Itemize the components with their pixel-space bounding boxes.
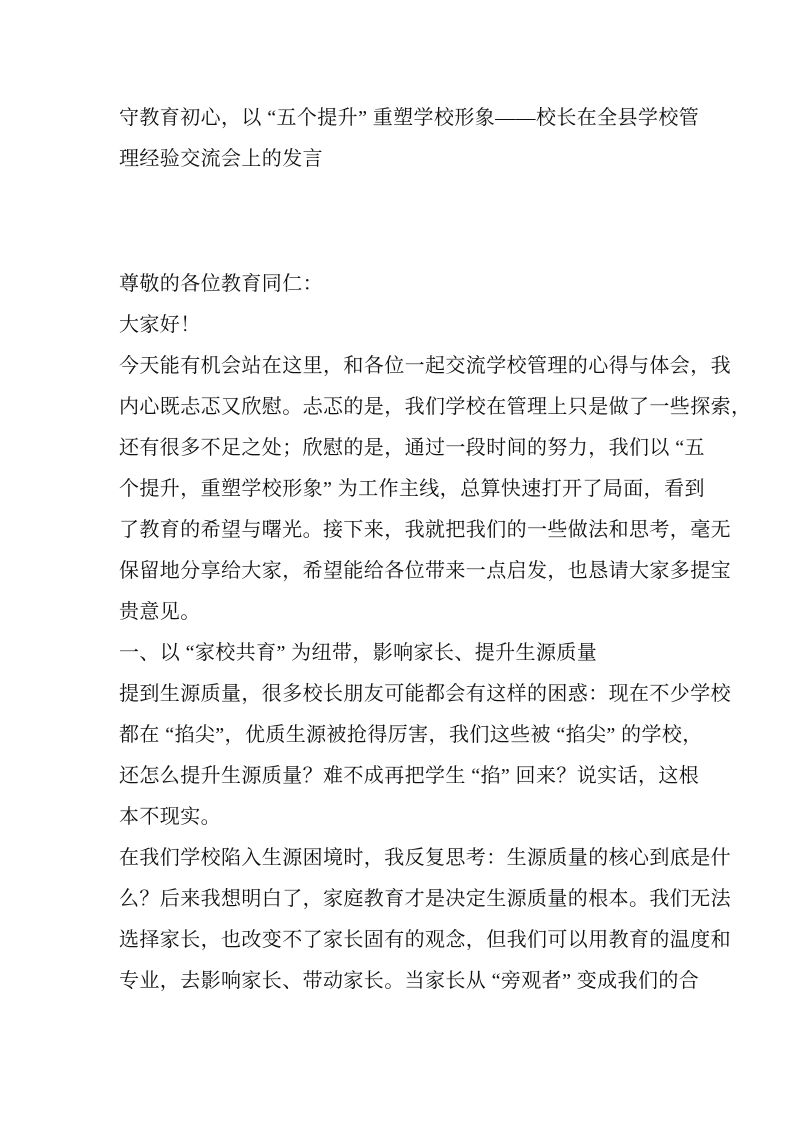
- paragraph-line: 还有很多不足之处；欣慰的是，通过一段时间的努力，我们以 “五: [119, 437, 705, 459]
- paragraph-line: 了教育的希望与曙光。接下来，我就把我们的一些做法和思考，毫无: [119, 519, 731, 541]
- section1-paragraph-1: [119, 679, 731, 843]
- paragraph-line: 都在 “掐尖”，优质生源被抢得厉害，我们这些被 “掐尖” 的学校，: [119, 724, 703, 746]
- paragraph-line: 保留地分享给大家，希望能给各位带来一点启发，也恳请大家多提宝: [119, 560, 731, 582]
- paragraph-line: 内心既忐忑又欣慰。忐忑的是，我们学校在管理上只是做了一些探索，: [119, 396, 752, 418]
- document-page: [119, 103, 752, 1007]
- paragraph-line: 本不现实。: [119, 806, 221, 828]
- salutation: 尊敬的各位教育同仁：: [119, 273, 323, 295]
- paragraph-line: 今天能有机会站在这里，和各位一起交流学校管理的心得与体会，我: [119, 355, 731, 377]
- paragraph-line: 在我们学校陷入生源困境时，我反复思考：生源质量的核心到底是什: [119, 847, 731, 869]
- paragraph-line: 个提升，重塑学校形象” 为工作主线，总算快速打开了局面，看到: [119, 478, 705, 500]
- title-line: 守教育初心，以 “五个提升” 重塑学校形象——校长在全县学校管: [119, 107, 700, 129]
- section1-paragraph-2: [119, 843, 731, 1007]
- greeting: 大家好！: [119, 314, 201, 336]
- paragraph-line: 提到生源质量，很多校长朋友可能都会有这样的困惑：现在不少学校: [119, 683, 731, 705]
- paragraph-line: 选择家长，也改变不了家长固有的观念，但我们可以用教育的温度和: [119, 929, 731, 951]
- paragraph-line: 贵意见。: [119, 601, 201, 623]
- document-title: [119, 103, 700, 185]
- title-line: 理经验交流会上的发言: [119, 148, 323, 170]
- section-heading: 一、以 “家校共育” 为纽带，影响家长、提升生源质量: [119, 642, 598, 664]
- paragraph-line: 还怎么提升生源质量？难不成再把学生 “掐” 回来？说实话，这根: [119, 765, 700, 787]
- intro-paragraph: [119, 351, 752, 638]
- paragraph-line: 专业，去影响家长、带动家长。当家长从 “旁观者” 变成我们的合: [119, 970, 700, 992]
- paragraph-line: 么？后来我想明白了，家庭教育才是决定生源质量的根本。我们无法: [119, 888, 731, 910]
